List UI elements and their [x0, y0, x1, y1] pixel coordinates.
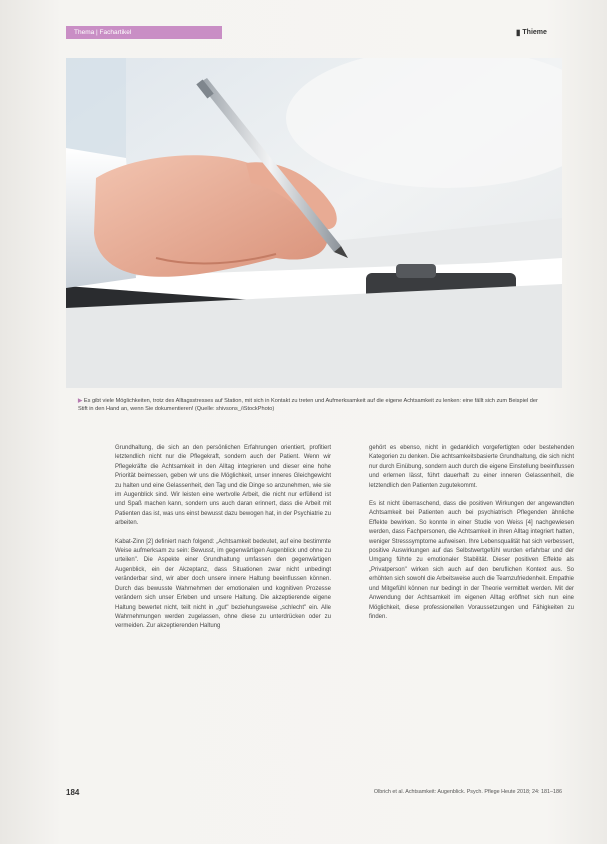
section-label: Thema | Fachartikel	[74, 29, 132, 36]
page-number: 184	[66, 788, 80, 797]
figure-caption	[78, 397, 548, 413]
body-column-right	[369, 444, 574, 631]
body-column-left	[115, 444, 331, 641]
hand-writing-illustration	[66, 58, 562, 388]
caption-text: Es gibt viele Möglichkeiten, trotz des Alltagsstresses auf Station, mit sich in Kontakt zu treten und Aufmerksamkeit auf die eigene Achtsamkeit zu lenken: eine fällt sich zum Beispiel der Stift in den Hand an, wenn Sie dokumentieren! (Quelle: shivsons_/iStockPhoto)	[78, 398, 538, 412]
journal-name: Thieme	[522, 29, 547, 36]
publisher-logo-icon: ▮	[516, 28, 521, 37]
section-header-band	[66, 26, 222, 39]
article-photo	[66, 58, 562, 388]
footer-citation: Olbrich et al. Achtsamkeit: Augenblick. Psych. Pflege Heute 2018; 24: 181–186	[373, 789, 562, 795]
paragraph: gehört es ebenso, nicht in gedanklich vorgefertigten oder bestehenden Kategorien zu denken. Die achtsamkeitsbasierte Grundhaltung, die sich nicht nur durch Einübung, sondern auch durch die eigene Einstellung beeinflussen und erlernen lässt, führt dauerhaft zu einer inneren Gelassenheit, die letztendlich den Patienten zugutekommt.	[369, 445, 574, 489]
journal-logo	[516, 27, 547, 39]
caption-arrow-icon: ▶	[78, 398, 83, 404]
paragraph: Es ist nicht überraschend, dass die positiven Wirkungen der angewandten Achtsamkeit bei Patienten auch bei psychiatrisch Pflegenden ähnliche Effekte bewirken. So konnte in einer Studie von Weiss [4] nachgewiesen werden, dass Fachpersonen, die Achtsamkeit in ihren Alltag integriert hatten, weniger Stresssymptome aufweisen. Ihre Lebensqualität hat sich verbessert, positive Auswirkungen auf das Selbstwertgefühl wurden erfahrbar und der Umgang führte zu emotionaler Stabilität. Dieser positiven Effekte als „Privatperson" wirken sich auch auf den beruflichen Kontext aus. So erhöhten sich sowohl die Arbeitsweise auch die Teamzufriedenheit. Empathie und Mitgefühl können nur bedingt in der Theorie vermittelt werden. Mit der Anwendung der Achtsamkeit im eigenen Alltag eröffnet sich nun eine Möglichkeit, diese professionellen Voraussetzungen und Fähigkeiten zu finden.	[369, 501, 575, 620]
paragraph: Kabat-Zinn [2] definiert nach folgend: „Achtsamkeit bedeutet, auf eine bestimmte Weise aufmerksam zu sein: Bewusst, im gegenwärtigen Augenblick und ohne zu urteilen". Die Aspekte einer Grundhaltung umfassen den gegenwärtigen Augenblick, ein der Akzeptanz, dass Situationen zwar nicht unbedingt veränderbar sind, wir aber doch unsere innere Haltung beeinflussen können. Durch das bewusste Wahrnehmen der emotionalen und kognitiven Prozesse verändern sich unser Erleben und unsere Haltung. Die akzeptierende eigene Haltung bewertet nicht, teilt nicht in „gut" beziehungsweise „schlecht" ein. Alle Wahrnehmungen werden zugelassen, ohne diese zu unterdrücken oder zu vermeiden. Zur akzeptierenden Haltung	[115, 538, 331, 630]
paragraph: Grundhaltung, die sich an den persönlichen Erfahrungen orientiert, profitiert letztendlich nicht nur die Pflegekraft, sondern auch der Patient. Wenn wir Pflegekräfte die Achtsamkeit in den Alltag integrieren und dieser eine hohe Priorität beimessen, geben wir uns die Möglichkeit, unser inneres Gleichgewicht zu halten und eine Gelassenheit, den Tag und die Dinge so anzunehmen, wie sie im Augenblick sind. Wir leisten eine wertvolle Arbeit, die nicht nur erfüllend ist und Spaß machen kann, sondern uns auch daran erinnert, dass die Arbeit mit Patienten das ist, was uns einst bewusst dazu bewogen hat, in der Psychiatrie zu arbeiten.	[115, 445, 331, 527]
